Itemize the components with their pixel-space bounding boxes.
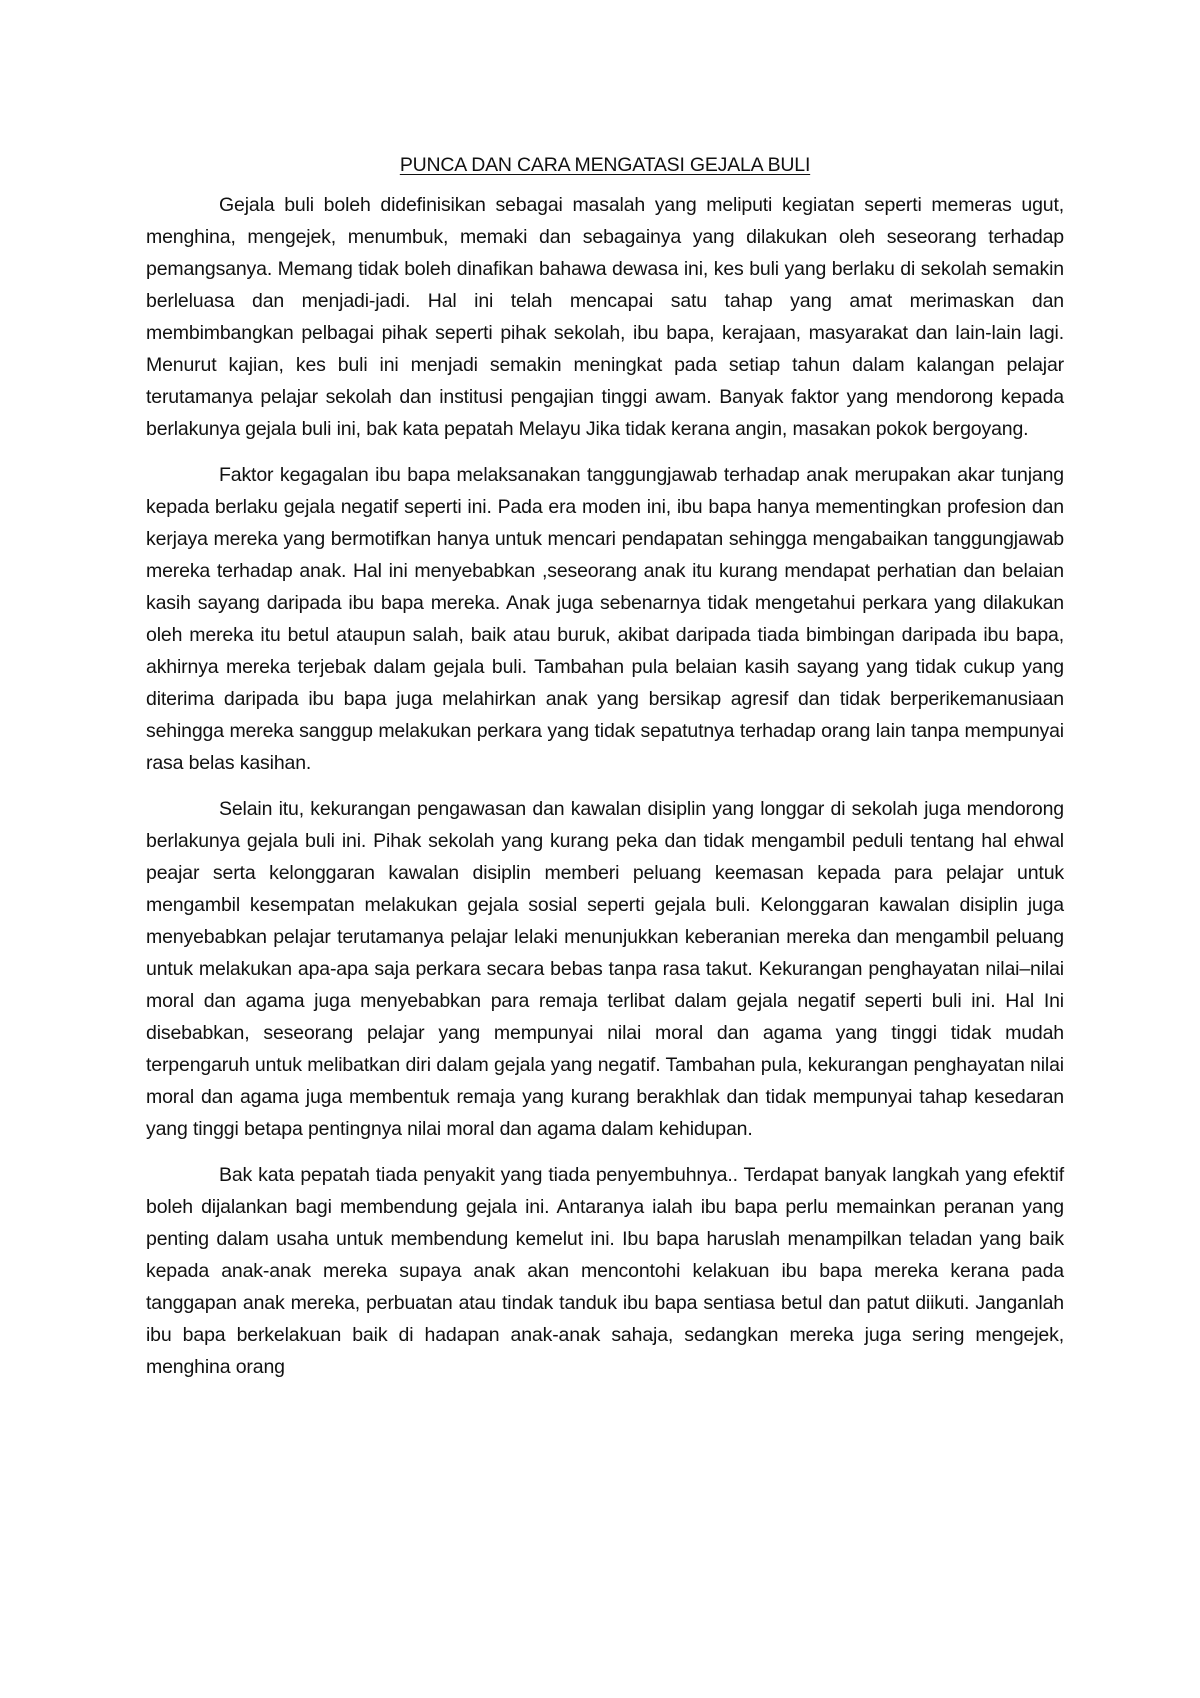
document-title: PUNCA DAN CARA MENGATASI GEJALA BULI [399, 154, 811, 176]
paragraph-parents-factor: Faktor kegagalan ibu bapa melaksanakan tanggungjawab terhadap anak merupakan akar tunjang kepada berlaku gejala negatif seperti ini. Pada era moden ini, ibu bapa hanya mementingkan profesion dan kerjaya mereka yang bermotifkan hanya untuk mencari pendapatan sehingga mengabaikan tanggungjawab mereka terhadap anak. Hal ini menyebabkan ,seseorang anak itu kurang mendapat perhatian dan belaian kasih sayang daripada ibu bapa mereka. Anak juga sebenarnya tidak mengetahui perkara yang dilakukan oleh mereka itu betul ataupun salah, baik atau buruk, akibat daripada tiada bimbingan daripada ibu bapa, akhirnya mereka terjebak dalam gejala buli. Tambahan pula belaian kasih sayang yang tidak cukup yang diterima daripada ibu bapa juga melahirkan anak yang bersikap agresif dan tidak berperikemanusiaan sehingga mereka sanggup melakukan perkara yang tidak sepatutnya terhadap orang lain tanpa mempunyai rasa belas kasihan. [146, 464, 1064, 774]
paragraph-school-discipline: Selain itu, kekurangan pengawasan dan kawalan disiplin yang longgar di sekolah juga mendorong berlakunya gejala buli ini. Pihak sekolah yang kurang peka dan tidak mengambil peduli tentang hal ehwal peajar serta kelonggaran kawalan disiplin memberi peluang keemasan kepada para pelajar untuk mengambil kesempatan melakukan gejala sosial seperti gejala buli. Kelonggaran kawalan disiplin juga menyebabkan pelajar terutamanya pelajar lelaki menunjukkan keberanian mereka dan mengambil peluang untuk melakukan apa-apa saja perkara secara bebas tanpa rasa takut. Kekurangan penghayatan nilai–nilai moral dan agama juga menyebabkan para remaja terlibat dalam gejala negatif seperti buli ini. Hal Ini disebabkan, seseorang pelajar yang mempunyai nilai moral dan agama yang tinggi tidak mudah terpengaruh untuk melibatkan diri dalam gejala yang negatif. Tambahan pula, kekurangan penghayatan nilai moral dan agama juga membentuk remaja yang kurang berakhlak dan tidak mempunyai tahap kesedaran yang tinggi betapa pentingnya nilai moral dan agama dalam kehidupan. [146, 798, 1064, 1140]
document-body [146, 152, 1064, 1383]
paragraph-definition: Gejala buli boleh didefinisikan sebagai masalah yang meliputi kegiatan seperti memeras ugut, menghina, mengejek, menumbuk, memaki dan sebagainya yang dilakukan oleh seseorang terhadap pemangsanya. Memang tidak boleh dinafikan bahawa dewasa ini, kes buli yang berlaku di sekolah semakin berleluasa dan menjadi-jadi. Hal ini telah mencapai satu tahap yang amat merimaskan dan membimbangkan pelbagai pihak seperti pihak sekolah, ibu bapa, kerajaan, masyarakat dan lain-lain lagi. Menurut kajian, kes buli ini menjadi semakin meningkat pada setiap tahun dalam kalangan pelajar terutamanya pelajar sekolah dan institusi pengajian tinggi awam. Banyak faktor yang mendorong kepada berlakunya gejala buli ini, bak kata pepatah Melayu Jika tidak kerana angin, masakan pokok bergoyang. [146, 194, 1064, 440]
paragraph-solutions: Bak kata pepatah tiada penyakit yang tiada penyembuhnya.. Terdapat banyak langkah yang efektif boleh dijalankan bagi membendung gejala ini. Antaranya ialah ibu bapa perlu memainkan peranan yang penting dalam usaha untuk membendung kemelut ini. Ibu bapa haruslah menampilkan teladan yang baik kepada anak-anak mereka supaya anak akan mencontohi kelakuan ibu bapa mereka kerana pada tanggapan anak mereka, perbuatan atau tindak tanduk ibu bapa sentiasa betul dan patut diikuti. Janganlah ibu bapa berkelakuan baik di hadapan anak-anak sahaja, sedangkan mereka juga sering mengejek, menghina orang [146, 1164, 1064, 1378]
